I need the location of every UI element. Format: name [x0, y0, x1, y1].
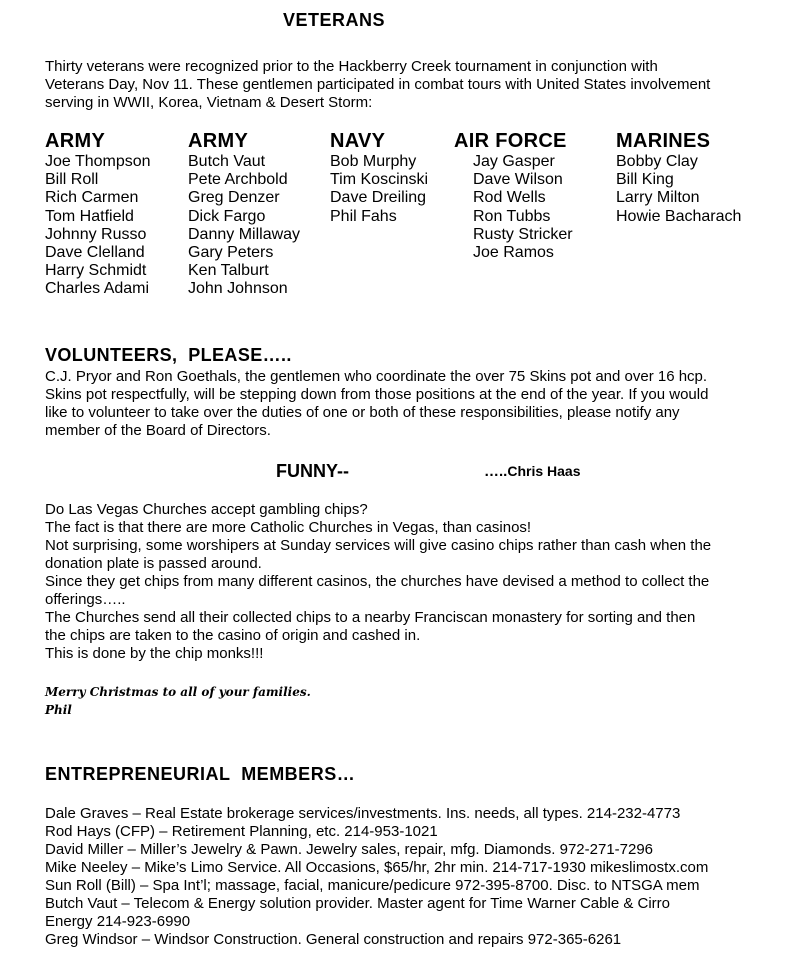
member-line: Greg Windsor – Windsor Construction. General construction and repairs 972-365-6261 — [45, 931, 622, 948]
veteran-name: Butch Vaut — [188, 153, 266, 170]
member-line: Rod Hays (CFP) – Retirement Planning, etc. 214-953-1021 — [45, 823, 438, 840]
member-line: Dale Graves – Real Estate brokerage services/investments. Ins. needs, all types. 214-232-4773 — [45, 805, 681, 822]
veteran-name: Dave Wilson — [473, 171, 563, 189]
intro-line: Veterans Day, Nov 11. These gentlemen participated in combat tours with United States involvement — [45, 76, 711, 93]
veteran-name: Ken Talburt — [188, 262, 269, 280]
column-heading: AIR FORCE — [454, 130, 567, 152]
veteran-name: Phil Fahs — [330, 207, 397, 225]
member-line: Energy 214-923-6990 — [45, 913, 191, 930]
veteran-name: John Johnson — [188, 280, 288, 298]
body-line: donation plate is passed around. — [45, 555, 262, 572]
volunteers-title: VOLUNTEERS, PLEASE….. — [45, 345, 292, 365]
member-line: Butch Vaut – Telecom & Energy solution provider. Master agent for Time Warner Cable & Cirro — [45, 895, 671, 912]
signature: Phil — [45, 703, 72, 717]
entrepreneurial-title: ENTREPRENEURIAL MEMBERS… — [45, 764, 356, 784]
body-line: Do Las Vegas Churches accept gambling chips? — [45, 501, 368, 518]
veteran-name: Bill King — [616, 171, 674, 189]
intro-line: serving in WWII, Korea, Vietnam & Desert Storm: — [45, 94, 373, 111]
veteran-name: Dave Clelland — [45, 244, 145, 262]
author-prefix: ….. — [484, 463, 508, 480]
veteran-name: Howie Bacharach — [616, 207, 742, 225]
veteran-name: Joe Thompson — [45, 153, 151, 170]
author-name: Chris Haas — [507, 463, 581, 479]
body-line: Skins pot respectfully, will be stepping down from those positions at the end of the year. If you would — [45, 386, 709, 403]
column-heading: ARMY — [188, 130, 249, 152]
column-heading: ARMY — [45, 130, 106, 152]
veteran-name: Bill Roll — [45, 171, 99, 189]
veteran-name: Dick Fargo — [188, 207, 266, 225]
veteran-name: Larry Milton — [616, 189, 700, 207]
funny-title: FUNNY-- — [276, 461, 349, 481]
body-line: Since they get chips from many different casinos, the churches have devised a method to collect the — [45, 573, 710, 590]
veteran-name: Jay Gasper — [473, 153, 555, 170]
body-line: This is done by the chip monks!!! — [45, 645, 264, 662]
veteran-name: Rod Wells — [473, 189, 546, 207]
column-heading: MARINES — [616, 130, 711, 152]
veteran-name: Joe Ramos — [473, 244, 554, 262]
veteran-name: Gary Peters — [188, 244, 274, 262]
veteran-name: Danny Millaway — [188, 225, 301, 243]
member-line: David Miller – Miller’s Jewelry & Pawn. Jewelry sales, repair, mfg. Diamonds. 972-271-7296 — [45, 841, 654, 858]
body-line: The fact is that there are more Catholic Churches in Vegas, than casinos! — [45, 519, 532, 536]
veteran-name: Johnny Russo — [45, 225, 147, 243]
body-line: C.J. Pryor and Ron Goethals, the gentlemen who coordinate the over 75 Skins pot and over 16 hcp. — [45, 368, 708, 385]
veteran-name: Harry Schmidt — [45, 262, 147, 280]
veteran-name: Bob Murphy — [330, 153, 417, 170]
sign-off-text: Merry Christmas to all of your families. — [45, 685, 311, 699]
member-line: Mike Neeley – Mike’s Limo Service. All Occasions, $65/hr, 2hr min. 214-717-1930 mikeslimostx.com — [45, 859, 709, 876]
veteran-name: Ron Tubbs — [473, 207, 551, 225]
sign-off — [45, 683, 311, 719]
veterans-column-army-2 — [188, 130, 300, 299]
veteran-name: Greg Denzer — [188, 189, 280, 207]
veteran-name: Rusty Stricker — [473, 225, 573, 243]
veteran-name: Pete Archbold — [188, 171, 288, 189]
member-line: Sun Roll (Bill) – Spa Int’l; massage, facial, manicure/pedicure 972-395-8700. Disc. to NTSGA mem — [45, 877, 700, 894]
veterans-column-air-force — [454, 130, 573, 262]
veterans-column-marines — [616, 130, 741, 226]
veteran-name: Dave Dreiling — [330, 189, 427, 207]
funny-body — [45, 501, 711, 663]
body-line: Not surprising, some worshipers at Sunday services will give casino chips rather than cash when the — [45, 537, 712, 554]
body-line: member of the Board of Directors. — [45, 422, 271, 439]
column-heading: NAVY — [330, 130, 386, 152]
volunteers-body — [45, 368, 708, 440]
veteran-name: Rich Carmen — [45, 189, 139, 207]
veteran-name: Charles Adami — [45, 280, 150, 298]
entrepreneurial-list — [45, 805, 708, 949]
body-line: the chips are taken to the casino of origin and cashed in. — [45, 627, 421, 644]
veteran-name: Tim Koscinski — [330, 171, 429, 189]
veterans-intro — [45, 58, 710, 112]
veterans-column-army-1 — [45, 130, 151, 299]
body-line: like to volunteer to take over the duties of one or both of these responsibilities, please notify any — [45, 404, 680, 421]
veteran-name: Bobby Clay — [616, 153, 698, 170]
veteran-name: Tom Hatfield — [45, 207, 134, 225]
intro-line: Thirty veterans were recognized prior to the Hackberry Creek tournament in conjunction with — [45, 58, 658, 75]
body-line: offerings….. — [45, 591, 126, 608]
veterans-column-navy — [330, 130, 428, 226]
veterans-title: VETERANS — [283, 10, 386, 30]
body-line: The Churches send all their collected chips to a nearby Franciscan monastery for sorting and then — [45, 609, 696, 626]
funny-author — [484, 463, 581, 481]
